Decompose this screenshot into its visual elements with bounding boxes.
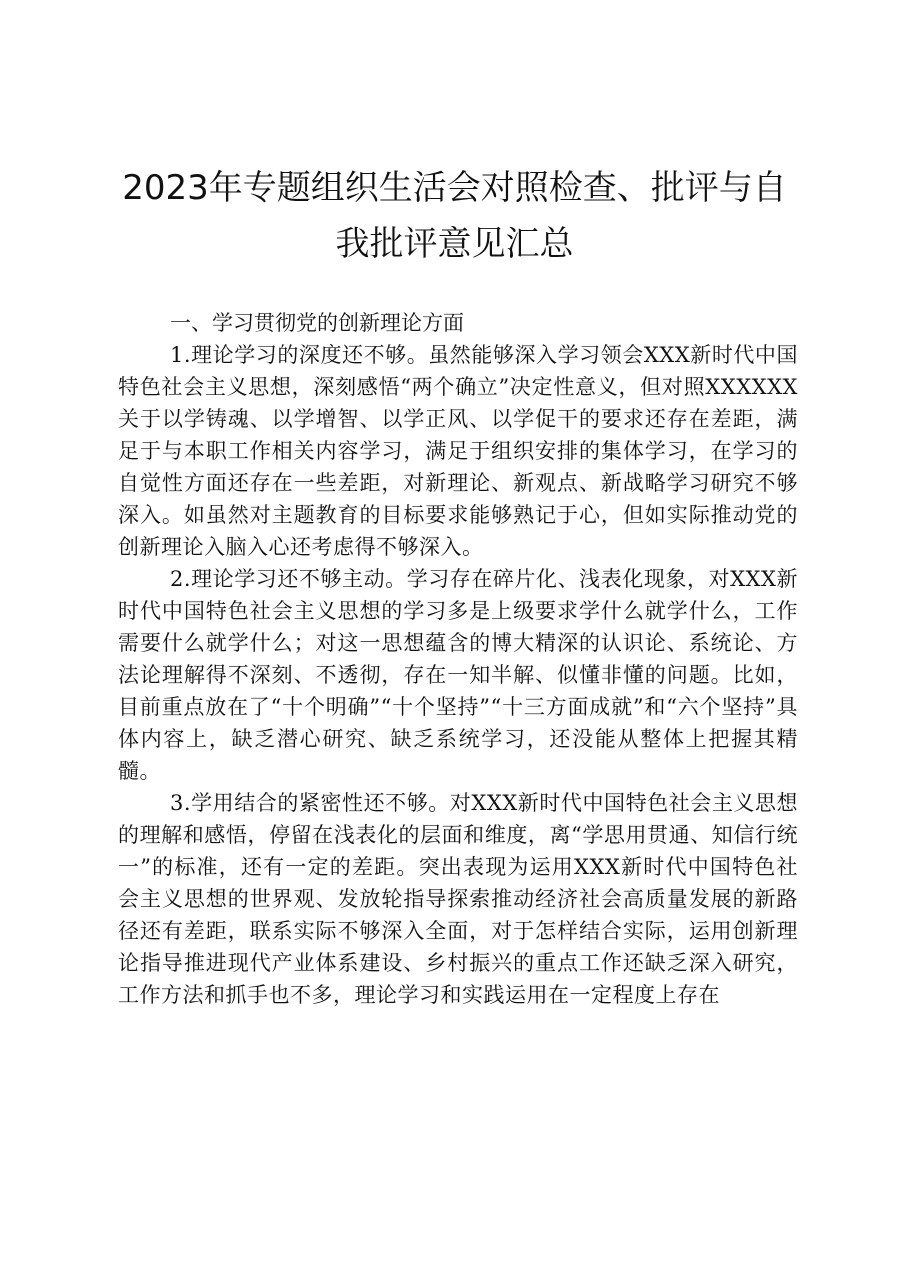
document-title: 2023年专题组织生活会对照检查、批评与自我批评意见汇总	[122, 168, 787, 264]
paragraph-2: 2.理论学习还不够主动。学习存在碎片化、浅表化现象，对XXX新时代中国特色社会主义思想的学习多是上级要求学什么就学什么，工作需要什么就学什么；对这一思想蕴含的博大精深的认识论、系统论、方法论理解得不深刻、不透彻，存在一知半解、似懂非懂的问题。比如，目前重点放在了“十个明确”“十个坚持”“十三方面成就”和“六个坚持”具体内容上，缺乏潜心研究、缺乏系统学习，还没能从整体上把握其精髓。	[118, 567, 798, 783]
document-body	[118, 307, 798, 1011]
paragraph-1: 1.理论学习的深度还不够。虽然能够深入学习领会XXX新时代中国特色社会主义思想，深刻感悟“两个确立”决定性意义，但对照XXXXXX关于以学铸魂、以学增智、以学正风、以学促干的要求还存在差距，满足于与本职工作相关内容学习，满足于组织安排的集体学习，在学习的自觉性方面还存在一些差距，对新理论、新观点、新战略学习研究不够深入。如虽然对主题教育的目标要求能够熟记于心，但如实际推动党的创新理论入脑入心还考虑得不够深入。	[118, 343, 798, 559]
section-heading: 一、学习贯彻党的创新理论方面	[170, 311, 464, 335]
paragraph-3: 3.学用结合的紧密性还不够。对XXX新时代中国特色社会主义思想的理解和感悟，停留在浅表化的层面和维度，离“学思用贯通、知信行统一”的标准，还有一定的差距。突出表现为运用XXX新时代中国特色社会主义思想的世界观、发放轮指导探索推动经济社会高质量发展的新路径还有差距，联系实际不够深入全面，对于怎样结合实际，运用创新理论指导推进现代产业体系建设、乡村振兴的重点工作还缺乏深入研究，工作方法和抓手也不多，理论学习和实践运用在一定程度上存在	[118, 791, 798, 1007]
